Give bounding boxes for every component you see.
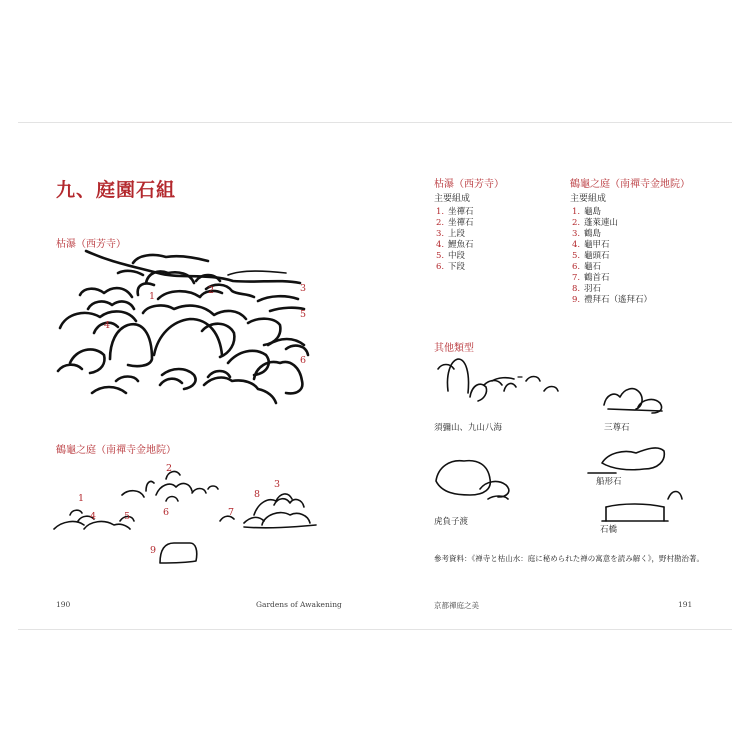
reference-note: 參考資料：《禅寺と枯山水：庭に秘められた禅の寓意を読み解く》，野村勘治著。 xyxy=(434,554,704,563)
running-title-left: Gardens of Awakening xyxy=(256,600,342,609)
fig2-number-8: 8 xyxy=(254,489,261,500)
fig2-number-4: 4 xyxy=(90,511,97,522)
col2-subheading: 主要組成 xyxy=(570,194,607,204)
list-item: 1. 龜島 xyxy=(572,207,602,217)
list-item: 3. 鶴島 xyxy=(572,229,602,239)
list-item: 4. 龜甲石 xyxy=(572,240,610,250)
fig1-number-1: 1 xyxy=(149,291,156,302)
list-item: 5. 龜頭石 xyxy=(572,251,610,261)
fig1-number-5: 5 xyxy=(300,309,307,320)
running-title-right: 京都禪庭之美 xyxy=(434,601,479,610)
fig2-number-2: 2 xyxy=(166,463,173,474)
col2-heading: 鶴龜之庭（南禪寺金地院） xyxy=(570,179,690,190)
caption-bridge: 石橋 xyxy=(600,525,618,535)
list-item: 6. 龜石 xyxy=(572,262,602,272)
caption-tiger: 虎負子渡 xyxy=(434,517,469,527)
section-label-tsurukame: 鶴龜之庭（南禪寺金地院） xyxy=(56,445,176,456)
col1-subheading: 主要組成 xyxy=(434,194,471,204)
page-number-left: 190 xyxy=(56,600,71,609)
col1-heading: 枯瀑（西芳寺） xyxy=(434,179,504,190)
fig1-number-2: 2 xyxy=(208,285,215,296)
fig2-number-1: 1 xyxy=(78,493,85,504)
list-item: 6. 下段 xyxy=(436,262,466,272)
fig1-number-6: 6 xyxy=(300,355,307,366)
list-item: 9. 禮拜石（遙拜石） xyxy=(572,295,653,305)
list-item: 1. 坐禪石 xyxy=(436,207,474,217)
caption-sanzon: 三尊石 xyxy=(604,423,630,433)
fig1-number-4: 4 xyxy=(104,320,111,331)
fig2-number-6: 6 xyxy=(163,507,170,518)
list-item: 4. 鯉魚石 xyxy=(436,240,474,250)
list-item: 7. 鶴首石 xyxy=(572,273,610,283)
fig1-number-3: 3 xyxy=(300,283,307,294)
fig2-number-7: 7 xyxy=(228,507,235,518)
page-number-right: 191 xyxy=(678,600,693,609)
caption-sumeru: 須彌山、九山八海 xyxy=(434,423,503,433)
chapter-title: 九、庭園石組 xyxy=(56,179,177,201)
list-item: 5. 中段 xyxy=(436,251,466,261)
list-item: 8. 羽石 xyxy=(572,284,602,294)
list-item: 3. 上段 xyxy=(436,229,466,239)
fig2-number-9: 9 xyxy=(150,545,157,556)
caption-funagata: 船形石 xyxy=(596,477,622,487)
other-types-heading: 其他類型 xyxy=(434,343,474,354)
book-spread xyxy=(18,122,732,630)
list-item: 2. 蓬萊連山 xyxy=(572,218,619,228)
list-item: 2. 坐禪石 xyxy=(436,218,474,228)
section-label-karetaki: 枯瀑（西芳寺） xyxy=(56,239,126,250)
fig2-number-5: 5 xyxy=(124,511,131,522)
fig2-number-3: 3 xyxy=(274,479,281,490)
